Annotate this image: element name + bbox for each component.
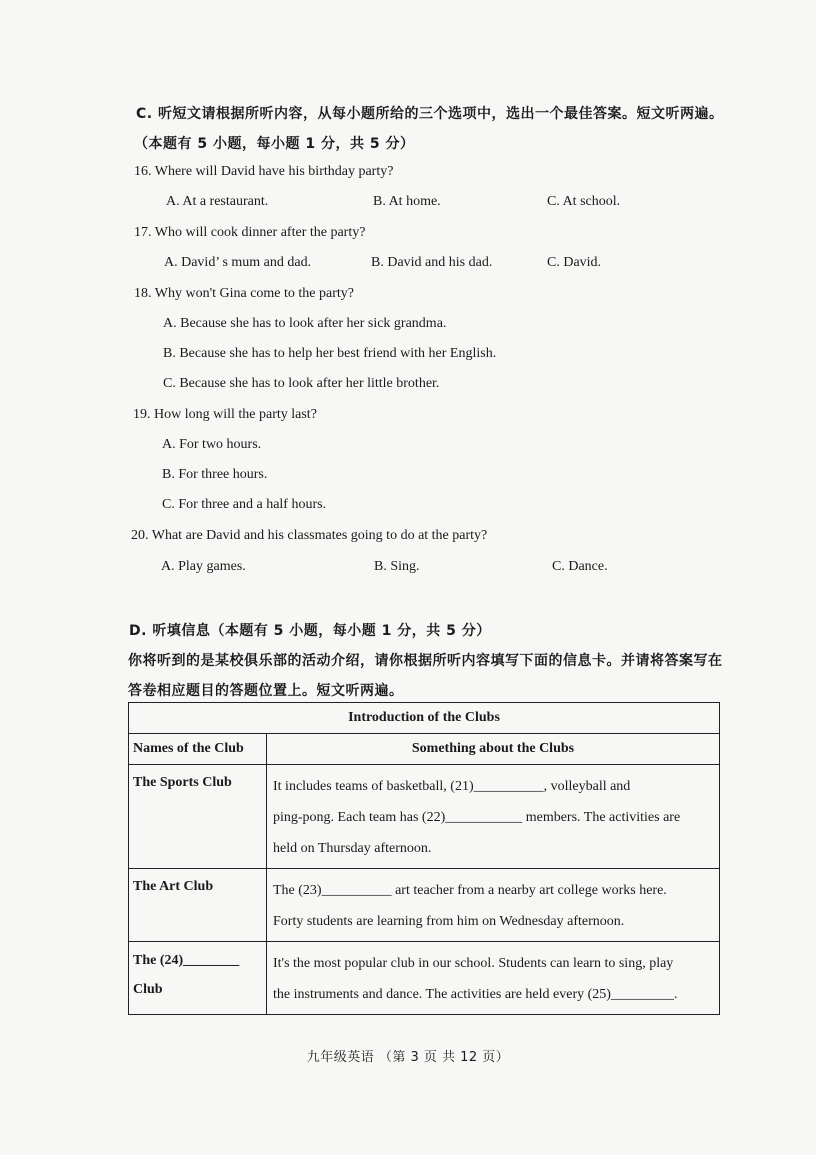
question-18: 18. Why won't Gina come to the party? — [134, 286, 354, 301]
q19-option-c: C. For three and a half hours. — [162, 497, 327, 512]
question-16: 16. Where will David have his birthday party? — [134, 164, 394, 179]
art-desc-line-2: Forty students are learning from him on Wednesday afternoon. — [273, 914, 625, 929]
section-c-title: C. 听短文请根据所听内容，从每小题所给的三个选项中，选出一个最佳答案。短文听两遍。 — [136, 106, 724, 122]
sports-desc-line-2: ping-pong. Each team has (22)___________ members. The activities are — [273, 810, 681, 825]
q17-option-b: B. David and his dad. — [371, 255, 493, 270]
clubs-info-table — [128, 702, 720, 1015]
section-c-note: （本题有 5 小题，每小题 1 分，共 5 分） — [134, 136, 415, 152]
q16-option-a: A. At a restaurant. — [166, 194, 269, 209]
question-20: 20. What are David and his classmates going to do at the party? — [131, 528, 488, 543]
table-caption: Introduction of the Clubs — [129, 703, 720, 734]
sports-desc-line-1: It includes teams of basketball, (21)__________, volleyball and — [273, 779, 631, 794]
q19-option-b: B. For three hours. — [162, 467, 268, 482]
q18-option-a: A. Because she has to look after her sick grandma. — [163, 316, 447, 331]
q17-option-a: A. David’ s mum and dad. — [164, 255, 312, 270]
section-d-instruction-1: 你将听到的是某校俱乐部的活动介绍，请你根据所听内容填写下面的信息卡。并请将答案写在 — [128, 653, 723, 669]
q20-option-a: A. Play games. — [161, 559, 246, 574]
table-row-art-club — [129, 869, 720, 942]
club-24-desc-line-2: the instruments and dance. The activities are held every (25)_________. — [273, 987, 678, 1002]
header-club-name: Names of the Club — [129, 734, 267, 765]
q16-option-c: C. At school. — [547, 194, 621, 209]
page-footer: 九年级英语 （第 3 页 共 12 页） — [306, 1050, 510, 1065]
q19-option-a: A. For two hours. — [162, 437, 262, 452]
table-row-sports-club — [129, 765, 720, 869]
sports-desc-line-3: held on Thursday afternoon. — [273, 841, 432, 856]
q20-option-c: C. Dance. — [552, 559, 608, 574]
q20-option-b: B. Sing. — [374, 559, 420, 574]
art-desc-line-1: The (23)__________ art teacher from a nearby art college works here. — [273, 883, 667, 898]
club-24-name-line-2: Club — [133, 982, 163, 997]
header-club-description: Something about the Clubs — [267, 734, 720, 765]
club-name-24 — [129, 942, 267, 1015]
section-d-instruction-2: 答卷相应题目的答题位置上。短文听两遍。 — [128, 683, 404, 699]
club-desc-24 — [267, 942, 720, 1015]
table-row-club-24 — [129, 942, 720, 1015]
club-24-desc-line-1: It's the most popular club in our school. Students can learn to sing, play — [273, 956, 674, 971]
question-19: 19. How long will the party last? — [133, 407, 317, 422]
club-desc-sports — [267, 765, 720, 869]
club-name-sports: The Sports Club — [129, 765, 267, 869]
club-24-name-line-1: The (24)________ — [133, 953, 240, 968]
q16-option-b: B. At home. — [373, 194, 441, 209]
section-d-title: D. 听填信息（本题有 5 小题，每小题 1 分，共 5 分） — [129, 623, 491, 639]
q18-option-b: B. Because she has to help her best friend with her English. — [163, 346, 497, 361]
club-desc-art — [267, 869, 720, 942]
question-17: 17. Who will cook dinner after the party? — [134, 225, 366, 240]
q18-option-c: C. Because she has to look after her little brother. — [163, 376, 440, 391]
club-name-art: The Art Club — [129, 869, 267, 942]
q17-option-c: C. David. — [547, 255, 602, 270]
